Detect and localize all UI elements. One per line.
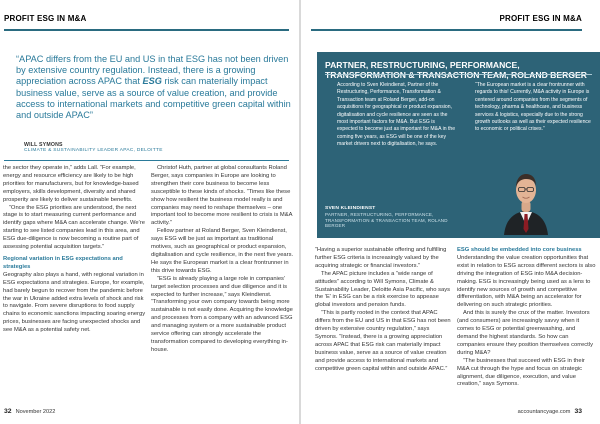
pull-quote-title: CLIMATE & SUSTAINABILITY LEADER APAC, DELOITTE <box>24 148 163 153</box>
paragraph: Christof Huth, partner at global consultants Roland Berger, says companies in Europe are looking to strengthen their core business to become less susceptible to these kinds of shocks. “Times like these show how resilient the business model really is and companies may need to reshape themselves – one important tool to become more resilient to crisis is M&A activity.” <box>151 165 293 227</box>
pull-quote-emphasis: ESG <box>142 76 162 87</box>
left-column-2 <box>151 165 296 355</box>
paragraph: And this is surely the crux of the matter. Investors (and consumers) are increasingly savvy when it comes to ESG or potential greenwashing, and demand the highest standards. So how can companies ensure they position themselves correctly during M&A? <box>457 310 593 356</box>
left-column-1 <box>3 165 146 335</box>
portrait-photo <box>502 163 550 235</box>
section-heading: Regional variation in ESG expectations and strategies <box>3 255 123 270</box>
right-footer <box>518 408 582 415</box>
right-column-2 <box>457 247 597 389</box>
left-header-label: PROFIT ESG IN M&A <box>4 14 87 23</box>
left-footer <box>4 408 55 415</box>
portrait-illustration <box>502 163 550 235</box>
right-page-number: 33 <box>574 408 582 415</box>
right-page <box>301 0 600 424</box>
box-column-1: According to Sven Kleindienst, Partner of the Restructuring, Performance, Transformation & Transaction team at Roland Berger, add-on acquisitions for geographical or product expansion, digitalisation and cycle resilience are seen as the most important factors for M&A. But ESG is expected to become just as important for M&A in the coming five years, as ESG will be one of the key market drivers next to digitalisation, he says. <box>337 82 456 148</box>
pull-quote <box>16 54 291 121</box>
paragraph: the sector they operate in,” adds Lall. “For example, energy and resource efficiency are likely to be high priorities for manufacturers, but for knowledge-based employers, skills development, diversity and shared prosperity are likely to deliver sustainable benefits. <box>3 165 139 203</box>
right-header-rule <box>311 29 582 31</box>
pull-quote-rule <box>4 160 289 161</box>
pull-quote-name: WILL SYMONS <box>24 142 63 148</box>
right-column-1 <box>315 247 453 374</box>
left-page-number: 32 <box>4 408 12 415</box>
site-url: accountancyage.com <box>517 409 571 415</box>
paragraph: Fellow partner at Roland Berger, Sven Kleindienst, says ESG will be just as important as traditional motives, such as geographical or product expansion, digitalisation and cycle resilience, in the next five years. He says the European market is a clear frontrunner in this drive towards ESG. <box>151 228 294 274</box>
left-page <box>0 0 299 424</box>
paragraph: Understanding the value creation opportunities that exist in relation to ESG across different sectors is also driving the integration of ESG into M&A decision-making. ESG is increasingly being used as a lens to identify new sources of growth and competitive differentiation, with M&A being an accelerator for delivering on such strategic priorities. <box>457 254 596 309</box>
paragraph: “The businesses that succeed with ESG in their M&A cut through the hype and focus on strategic alignment, due diligence, execution, and value creation,” says Symons. <box>457 357 585 388</box>
box-person-title: PARTNER, RESTRUCTURING, PERFORMANCE, TRANSFORMATION & TRANSACTION TEAM, ROLAND BERGER <box>325 212 448 229</box>
paragraph: “Once the ESG priorities are understood, the next stage is to start measuring current performance and identify gaps where M&A can accelerate change. We’re starting to see listed companies lead in this area, and ESG due-diligence is now becoming a routine part of assessing potential acquisition targets.” <box>3 204 145 251</box>
box-column-2: “The European market is a clear frontrunner with regards to this! Currently, M&A activity in Europe is centered around companies from the segments of technology, pharma & healthcare, and business services & logistics, especially due to the strong growth outlooks as well as their expected resilience to economic or political crises.” <box>475 82 591 133</box>
left-header-rule <box>4 29 289 31</box>
ma-drivers-box <box>317 52 600 238</box>
box-person-name: SVEN KLEINDIENST <box>325 206 376 211</box>
issue-date: November 2022 <box>15 409 56 415</box>
paragraph: The APAC picture includes a “wide range of attitudes” according to Will Symons, Climate & Sustainability Leader, Deloitte Asia Pacific, who says the ‘E’ in ESG can be a risk exercise to appease global investors and pension funds. <box>315 270 451 309</box>
right-header-label: PROFIT ESG IN M&A <box>499 14 582 23</box>
pull-quote-text-before: “APAC differs from the EU and US in that ESG has not been driven by extensive country regulation. Instead, there is a growing appreciation across APAC that <box>16 54 289 87</box>
paragraph: Geography also plays a hand, with regional variation in ESG expectations and strategies. Europe, for example, had barely begun to recover from the pandemic before the war in Ukraine added extra levels of shock and risk to navigate. From severe disruptions to food supply chains to economic sanctions impacting soaring energy prices, businesses are facing unexpected shocks and see M&A as a potential safety net. <box>3 271 146 334</box>
paragraph: “This is partly rooted in the context that APAC differs from the EU and US in that ESG has not been driven by extensive country regulation,” says Symons. “Instead, there is a growing appreciation across APAC that ESG risk can materially impact business value, serve as a source of value creation and provide access to international markets and competitive green capital within and outside APAC.” <box>315 310 451 372</box>
paragraph: “Having a superior sustainable offering and fulfilling further ESG criteria is increasingly valued by the acquiring strategic or financial investors.” <box>315 247 447 269</box>
box-title-rule <box>325 74 592 75</box>
section-heading: ESG should be embedded into core business <box>457 247 582 253</box>
paragraph: “ESG is already playing a large role in companies’ target selection processes and due diligence and it is expected to further increase,” says Kleindienst. “Transforming your own company towards being more sustainable is not easily done. Acquiring the knowledge and processes from a company with an advanced ESG and managing system or a more sustainable product service offering can strongly accelerate the transformation compared to developing everything in-house. <box>151 275 293 353</box>
pull-quote-text-after: risk can materially impact business value, serve as a source of value creation, and provide access to international markets and competitive green capital within and outside APAC” <box>16 76 291 121</box>
box-title: PARTNER, RESTRUCTURING, PERFORMANCE, TRANSFORMATION & TRANSACTION TEAM, ROLAND BERGER <box>325 60 587 80</box>
